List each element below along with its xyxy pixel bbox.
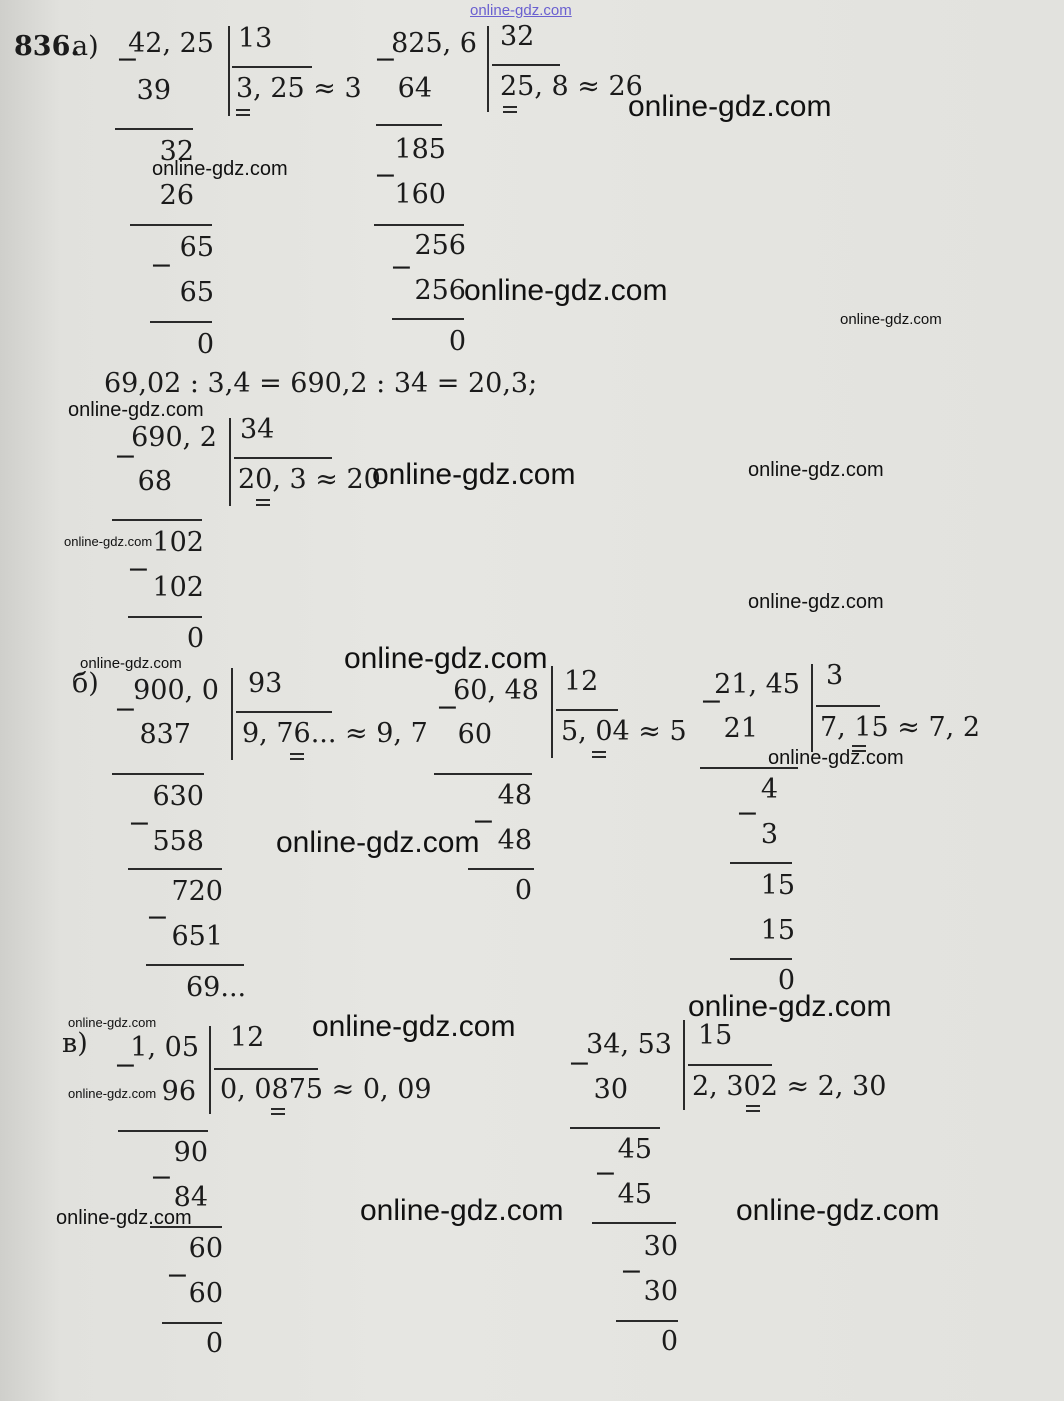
equation-line: 69,02 : 3,4 = 690,2 : 34 = 20,3; (104, 368, 538, 399)
step: 68 (137, 466, 172, 497)
step-line (118, 1130, 208, 1132)
divisor: 12 (230, 1022, 265, 1053)
step: 39 (136, 75, 171, 106)
watermark: online-gdz.com (152, 158, 288, 180)
step: 837 (139, 719, 191, 750)
division-bar (229, 418, 231, 506)
step-line (570, 1127, 660, 1129)
step: 256 (414, 230, 466, 261)
watermark: online-gdz.com (64, 534, 153, 549)
minus-sign: − (114, 1050, 137, 1081)
watermark: online-gdz.com (68, 399, 204, 421)
watermark: online-gdz.com (464, 274, 668, 307)
quotient: 9, 76... ≈ 9, 7 (242, 718, 428, 749)
step: 3 (760, 819, 778, 850)
dividend: 42, 25 (128, 28, 214, 59)
quotient-line (556, 709, 618, 711)
step-line (146, 964, 244, 966)
minus-sign: − (127, 554, 150, 585)
watermark: online-gdz.com (748, 591, 884, 613)
minus-sign: − (472, 806, 495, 837)
dividend: 690, 2 (131, 422, 217, 453)
watermark: online-gdz.com (628, 90, 832, 123)
division-bar (487, 26, 489, 112)
repeating-mark (256, 499, 270, 506)
quotient: 7, 15 ≈ 7, 2 (820, 712, 981, 743)
division-bar (209, 1026, 211, 1114)
step: 69... (186, 972, 247, 1003)
divisor: 12 (564, 666, 599, 697)
step-line (112, 773, 204, 775)
watermark: online-gdz.com (68, 1015, 157, 1030)
site-link[interactable]: online-gdz.com (470, 2, 572, 19)
step-line (730, 958, 792, 960)
part-label-b: б) (72, 668, 99, 699)
step: 65 (179, 232, 214, 263)
step: 48 (497, 780, 532, 811)
step: 0 (196, 329, 214, 360)
problem-number: 836. (14, 31, 80, 62)
watermark: online-gdz.com (840, 311, 942, 328)
step-line (150, 321, 212, 323)
step-line (128, 616, 202, 618)
step: 48 (497, 825, 532, 856)
quotient: 0, 0875 ≈ 0, 09 (220, 1074, 432, 1105)
divisor: 3 (826, 660, 844, 691)
step-line (162, 1322, 222, 1324)
minus-sign: − (436, 692, 459, 723)
watermark: online-gdz.com (372, 458, 576, 491)
step: 30 (643, 1231, 678, 1262)
quotient: 25, 8 ≈ 26 (500, 71, 643, 102)
minus-sign: − (374, 160, 397, 191)
minus-sign: − (116, 44, 139, 75)
division-bar (231, 668, 233, 760)
step-line (374, 224, 464, 226)
dividend: 900, 0 (133, 675, 219, 706)
step: 64 (397, 73, 432, 104)
step: 26 (159, 180, 194, 211)
minus-sign: − (568, 1048, 591, 1079)
step-line (730, 862, 792, 864)
step: 0 (777, 965, 795, 996)
step: 0 (186, 623, 204, 654)
watermark: online-gdz.com (360, 1194, 564, 1227)
step: 4 (760, 774, 778, 805)
step: 160 (394, 179, 446, 210)
quotient-line (688, 1064, 772, 1066)
watermark: online-gdz.com (68, 1086, 157, 1101)
division-bar (551, 666, 553, 758)
watermark: online-gdz.com (344, 642, 548, 675)
step-line (376, 124, 442, 126)
division-bar (228, 26, 230, 116)
minus-sign: − (594, 1158, 617, 1189)
part-label-a: а) (72, 31, 99, 62)
repeating-mark (592, 751, 606, 758)
repeating-mark (290, 753, 304, 760)
step-line (468, 868, 534, 870)
quotient-line (816, 705, 880, 707)
step: 558 (152, 826, 204, 857)
step-line (115, 128, 193, 130)
step: 0 (660, 1326, 678, 1357)
divisor: 15 (698, 1020, 733, 1051)
watermark: online-gdz.com (688, 990, 892, 1023)
repeating-mark (236, 109, 250, 116)
minus-sign: − (390, 252, 413, 283)
quotient: 3, 25 ≈ 3 (236, 73, 362, 104)
quotient-line (214, 1068, 318, 1070)
minus-sign: − (736, 798, 759, 829)
step: 185 (394, 134, 446, 165)
step: 0 (514, 875, 532, 906)
step: 102 (152, 527, 204, 558)
minus-sign: − (150, 1162, 173, 1193)
minus-sign: − (166, 1260, 189, 1291)
part-label-v: в) (62, 1028, 88, 1059)
step: 60 (188, 1233, 223, 1264)
step-line (434, 773, 532, 775)
step: 30 (643, 1276, 678, 1307)
divisor: 34 (240, 414, 275, 445)
step: 90 (173, 1137, 208, 1168)
watermark: online-gdz.com (312, 1010, 516, 1043)
step: 60 (188, 1278, 223, 1309)
step: 15 (760, 915, 795, 946)
minus-sign: − (700, 686, 723, 717)
step: 30 (593, 1074, 628, 1105)
divisor: 32 (500, 21, 535, 52)
dividend: 1, 05 (130, 1032, 199, 1063)
step: 45 (617, 1179, 652, 1210)
minus-sign: − (620, 1256, 643, 1287)
step-line (128, 868, 222, 870)
division-bar (683, 1020, 685, 1110)
minus-sign: − (150, 250, 173, 281)
quotient: 5, 04 ≈ 5 (561, 716, 687, 747)
step: 630 (152, 781, 204, 812)
minus-sign: − (374, 44, 397, 75)
step: 21 (723, 713, 758, 744)
step: 102 (152, 572, 204, 603)
watermark: online-gdz.com (56, 1207, 192, 1229)
step-line (592, 1222, 676, 1224)
dividend: 21, 45 (714, 669, 800, 700)
step: 0 (448, 326, 466, 357)
quotient: 2, 302 ≈ 2, 30 (692, 1071, 887, 1102)
quotient-line (234, 457, 332, 459)
watermark: online-gdz.com (748, 459, 884, 481)
quotient-line (492, 64, 560, 66)
step: 45 (617, 1134, 652, 1165)
minus-sign: − (128, 808, 151, 839)
quotient-line (232, 66, 312, 68)
step: 0 (205, 1328, 223, 1359)
minus-sign: − (114, 441, 137, 472)
minus-sign: − (114, 694, 137, 725)
step: 96 (161, 1076, 196, 1107)
step: 32 (159, 136, 194, 167)
repeating-mark (746, 1105, 760, 1112)
watermark: online-gdz.com (768, 747, 904, 769)
watermark: online-gdz.com (80, 655, 182, 672)
step: 65 (179, 277, 214, 308)
repeating-mark (503, 106, 517, 113)
dividend: 825, 6 (391, 28, 477, 59)
step: 720 (171, 876, 223, 907)
step: 60 (457, 719, 492, 750)
quotient-line (236, 711, 332, 713)
step-line (112, 519, 202, 521)
division-bar (811, 664, 813, 752)
step-line (130, 224, 212, 226)
dividend: 34, 53 (586, 1029, 672, 1060)
divisor: 13 (238, 23, 273, 54)
minus-sign: − (146, 902, 169, 933)
watermark: online-gdz.com (736, 1194, 940, 1227)
watermark: online-gdz.com (276, 826, 480, 859)
step: 256 (414, 275, 466, 306)
step: 15 (760, 870, 795, 901)
repeating-mark (271, 1108, 285, 1115)
step-line (616, 1320, 678, 1322)
quotient: 20, 3 ≈ 20 (238, 464, 381, 495)
dividend: 60, 48 (453, 675, 539, 706)
step: 651 (171, 921, 223, 952)
step: 84 (173, 1182, 208, 1213)
divisor: 93 (248, 668, 283, 699)
step-line (392, 318, 464, 320)
